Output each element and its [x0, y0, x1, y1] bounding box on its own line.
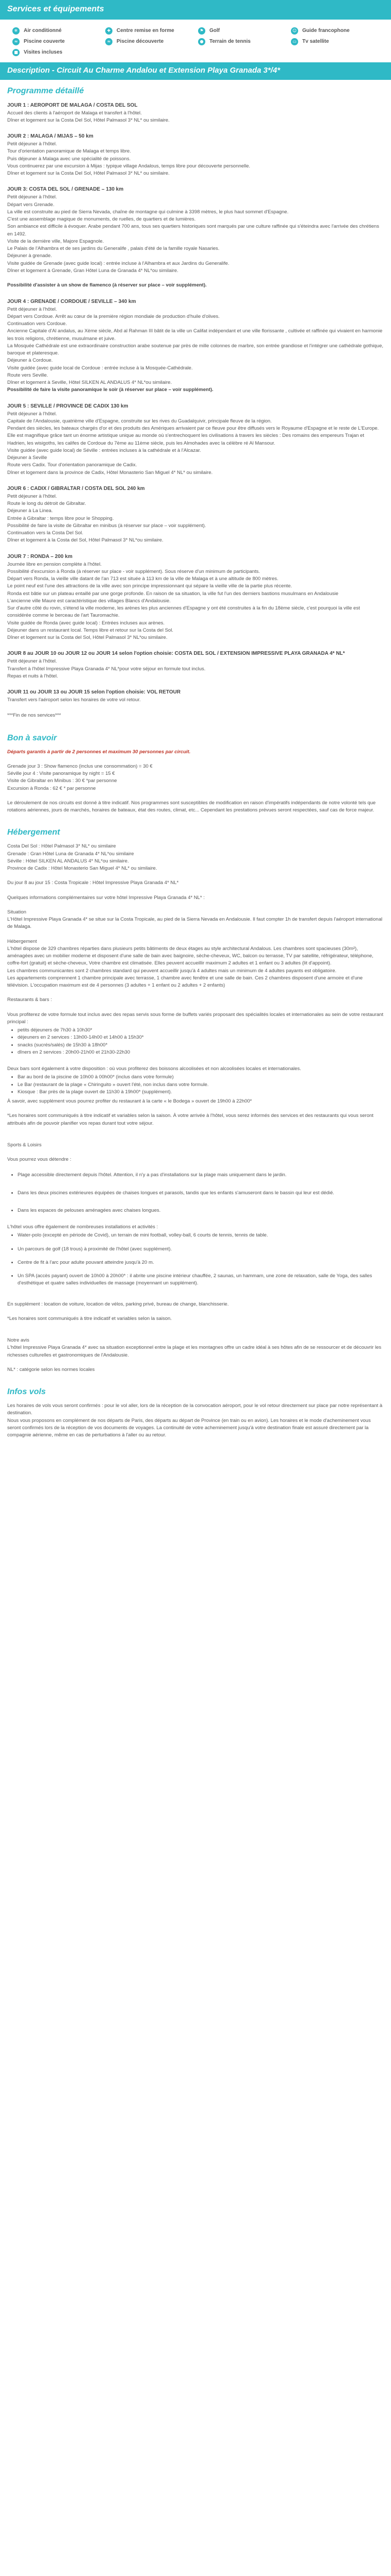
service-label: Guide francophone: [302, 28, 350, 33]
day-line: Tour d'orientation panoramique de Malaga et temps libre.: [7, 148, 131, 155]
service-label: Piscine couverte: [24, 39, 65, 44]
services-title: Services et équipements: [7, 5, 104, 13]
day-line: Petit déjeuner à l'hôtel.: [7, 141, 57, 147]
heb-text: L'hôtel dispose de 329 chambres réparties dans plusieurs petits bâtiments de deux étages au style architectural Andalous. Les chambres sont spacieuses (30m²), aménagées avec un mobilier moderne et disposent d'une salle de bain avec baignoire, sèche-cheveux, WC, balcon ou terrasse, TV par satellite, réfrigérateur, téléphone, coffre-fort (gratuit) et sèche-cheveux, Votre chambre est climatisée. Elles peuvent accueillir maximum 2 adultes et 1 enfant ou 3 adultes (lit d'appoint).: [7, 945, 373, 967]
service-item: [12, 38, 100, 45]
activite-item: • Centre de fit à l'arc pour adulte pouvant atteindre jusqu'à 20 m.: [18, 1259, 384, 1266]
resto-item: • déjeuners en 2 services : 13h00-14h00 et 14h00 à 15h30*: [18, 1034, 384, 1041]
activite-item: • Un parcours de golf (18 trous) à proximité de l'hôtel (avec supplément).: [18, 1246, 384, 1253]
day-line: Déjeuner à grenade.: [7, 253, 52, 259]
service-label: Tv satellite: [302, 39, 329, 44]
day-line: Visite guidée de Ronda (avec guide local) : Entrées incluses aux arènes.: [7, 620, 165, 626]
situation-title: Situation: [7, 909, 26, 915]
day-line: Son ambiance est difficile à évoquer. Arabe pendant 700 ans, tous ses quartiers historiques sont marqués par une culture raffinée qui s'éteindra avec l'arrivée des chrétiens en 1492.: [7, 224, 379, 237]
activites-intro: L'hôtel vous offre également de nombreuses installations et activités :: [7, 1224, 158, 1230]
day-title: JOUR 8 au JOUR 10 ou JOUR 12 ou JOUR 14 selon l'option choisie: COSTA DEL SOL / EXTENSION IMPRESSIVE PLAYA GRANADA 4* NL*: [7, 651, 345, 657]
day-line: La Mosquée Cathédrale est une extraordinaire construction arabe soutenue par près de mille colonnes de marbre, son entrée grandiose et l'intégrer une cathédrale gothique, baroque et plateresque.: [7, 343, 384, 356]
heb-text-2: Les chambres communicantes sont 2 chambres standard qui peuvent accueillir jusqu'à 4 adultes mais un minimum de 4 adultes payants est obligatoire.: [7, 968, 337, 974]
activite-item: • Water-polo (excepté en période de Covid), un terrain de mini football, volley-ball, 6 courts de tennis, tennis de table.: [18, 1232, 384, 1239]
person-icon: ☺: [291, 27, 298, 35]
day-line: Sur d'autre côté du rovin, s'étend la ville moderne, les arènes les plus anciennes d'Espagne y ont été construites à la fin du 18ème siècle, c'est pourquoi la ville est considérée comme le berceau de l'art Tauromachie.: [7, 605, 360, 619]
day-line: C'est une assemblage magique de monuments, de ruelles, de quartiers et de lumières.: [7, 216, 196, 222]
day-line: Déjeuner à La Linea.: [7, 508, 53, 514]
day-line: Transfert vers l'aéroport selon les horaires de votre vol retour.: [7, 697, 141, 703]
infos-vols-title: Infos vols: [7, 1387, 46, 1396]
day-title: JOUR 4 : GRENADE / CORDOUE / SEVILLE – 340 km: [7, 298, 136, 304]
bon-savoir-note: Le déroulement de nos circuits est donné à titre indicatif. Nos programmes sont susceptibles de modification en raison d'impératifs indépendants de notre volonté tels que rotations aériennes, jours de marchés, horaires de bateaux, état des routes, climat, etc... Cependant les prestations prévues seront respectées, sauf cas de force majeur.: [7, 800, 376, 813]
sports-intro: Vous pourrez vous détendre :: [7, 1157, 72, 1162]
pool-icon: ≈: [105, 38, 112, 45]
horaires-note: *Les horaires sont communiqués à titre indicatif et variables selon la saison. À votre arrivée à l'hôtel, vous serez informés des services et des restaurants qui vous seront attribués afin de pouvoir planifier vos repas durant tout votre séjour.: [7, 1113, 373, 1126]
resto-text: Vous profiterez de votre formule tout inclus avec des repas servis sous forme de buffets variés proposant des spécialités locales et internationales au sein de votre restaurant principal :: [7, 1011, 384, 1025]
programme-footnote: ***Fin de nos services***: [7, 713, 61, 719]
programme-day: [7, 132, 384, 177]
day-line: Dîner et logement dans la province de Cadix, Hôtel Monasterio San Miguel 4* NL* ou similaire.: [7, 469, 213, 476]
day-title: JOUR 6 : CADIX / GIBRALTAR / COSTA DEL SOL 240 km: [7, 485, 145, 492]
dumbbell-icon: ✚: [105, 27, 112, 35]
day-line: Possibilité d'excursion à Ronda (à réserver sur place - voir supplément). Sous réserve d'un minimum de participants.: [7, 568, 260, 574]
hotel-line: Séville : Hôtel SILKEN AL ANDALUS 4* NL*ou similaire.: [7, 858, 129, 864]
day-line: Route vers Cadix. Tour d'orientation panoramique de Cadix.: [7, 462, 137, 468]
day-line: Dîner et logement sur la Costa Del Sol, Hôtel Palmasol 3* NL* ou similaire.: [7, 171, 170, 176]
service-label: Terrain de tennis: [209, 39, 251, 44]
day-title: JOUR 11 ou JOUR 13 ou JOUR 15 selon l'option choisie: VOL RETOUR: [7, 689, 181, 695]
heb-subtitle: Hébergement: [7, 938, 37, 944]
sports-plage: • Plage accessible directement depuis l'hôtel. Attention, il n'y a pas d'installations sur la plage mais uniquement dans le jardin.: [18, 1172, 384, 1179]
situation-text: L'Hôtel Impressive Playa Granada 4* se situe sur la Costa Tropicale, au pied de la Sierra Nevada en Andalousie. Il faut compter 1h de transfert depuis l'aéroport international de Malaga.: [7, 917, 383, 930]
heb-text-3: Les appartements comprennent 1 chambre principale avec terrasse, 1 chambre avec fenêtre et une salle de bain. Ces 2 chambres disposent d'une armoire et d'une télévision. L'occupation maximum est de 4 personnes (3 adultes + 1 enfant ou 2 adultes + 2 enfants): [7, 975, 363, 988]
activite-item: • Un SPA (accès payant) ouvert de 10h00 à 20h00* : il abrite une piscine intérieur chauffée, 2 saunas, un hammam, une zone de relaxation, salle de Yoga, des salles d'esthétique et quatre salles individuelles de massage (moyennant un supplément).: [18, 1273, 384, 1287]
service-item: [12, 48, 100, 56]
service-item: [198, 27, 286, 35]
day-line: Dîner et logement à Grenade, Gran Hôtel Luna de Granada 4* NL*ou similaire.: [7, 267, 178, 274]
bar-item: • Kiosque : Bar près de la plage ouvert de 11h30 à 19h00* (supplément).: [18, 1089, 384, 1096]
supplement-line: Visite de Gibraltar en Minibus : 30 € *par personne: [7, 778, 117, 784]
nl-note: NL* : catégorie selon les normes locales: [7, 1366, 95, 1372]
service-label: Golf: [209, 28, 220, 33]
service-item: [291, 27, 379, 35]
sports-espaces: • Dans les espaces de pelouses aménagées avec chaises longues.: [18, 1207, 384, 1214]
day-line: Petit déjeuner à l'hôtel.: [7, 658, 57, 665]
day-title: JOUR 3: COSTA DEL SOL / GRENADE – 130 km: [7, 187, 124, 193]
resto-title: Restaurants & bars :: [7, 997, 52, 1003]
sejour-line: Du jour 8 au jour 15 : Costa Tropicale : Hôtel Impressive Playa Granada 4* NL*: [7, 880, 179, 886]
day-line: Le point neuf est l'une des attractions de la ville avec son principe impressionnant qui sépare la vieille ville de la partie plus récente.: [7, 583, 292, 589]
resto-item: • dîners en 2 services : 20h00-21h00 et 21h30-22h30: [18, 1049, 384, 1056]
day-line: Déjeuner à Cordoue.: [7, 358, 53, 364]
bars-text: Deux bars sont également à votre disposition : où vous profiterez des boissons alcoolisées et non alcoolisées locales et internationales.: [7, 1066, 301, 1072]
resto-item: • snacks (sucrés/salés) de 15h30 à 18h00*: [18, 1042, 384, 1049]
avis-title: Notre avis: [7, 1337, 29, 1343]
bars-list: [18, 1074, 384, 1096]
day-title: JOUR 1 : AEROPORT DE MALAGA / COSTA DEL SOL: [7, 102, 138, 108]
programme-day: [7, 185, 384, 289]
day-line: Possibilité d'assister à un show de flamenco (à réserver sur place – voir supplément).: [7, 282, 207, 289]
day-line: Vous continuerez par une excursion à Mijas : typique village Andalous, temps libre pour découverte personnelle.: [7, 163, 251, 169]
service-label: Piscine découverte: [117, 39, 164, 44]
day-line: Ronda est bâtie sur un plateau entaillé par une gorge profonde. En raison de sa situation, la ville fut l'un des derniers bastions musulmans en Andalousie: [7, 590, 338, 597]
day-line: La ville est construite au pied de Sierra Nevada, chaîne de montagne qui culmine à 3398 mètres, le plus haut sommet d'Espagne.: [7, 209, 289, 215]
programme-title: Programme détaillé: [7, 86, 84, 95]
programme-days: [7, 101, 384, 704]
day-line: Déjeuner à Seville: [7, 455, 47, 461]
day-line: Entrée à Gibraltar : temps libre pour le Shopping.: [7, 515, 114, 521]
day-line: Départ vers Ronda, la vieille ville datant de l'an 713 est située à 113 km de la ville de Malaga et à une altitude de 800 mètres.: [7, 576, 279, 582]
day-line: Dîner et logement à Seville, Hôtel SILKEN AL ANDALUS 4* NL*ou similaire.: [7, 380, 172, 385]
services-grid: [0, 20, 391, 62]
day-line: Visite guidée (avec guide local) de Séville : entrées incluses à la cathédrale et à l'Alcazar.: [7, 447, 201, 453]
resto-item: • petits déjeuners de 7h30 à 10h30*: [18, 1027, 384, 1034]
hotel-list: [7, 843, 384, 872]
programme-day: [7, 553, 384, 642]
day-line: [7, 275, 384, 282]
day-line: Possibilité de faire la visite de Gibraltar en minibus (à réserver sur place – voir supplément).: [7, 522, 206, 529]
sports-horaires: *Les horaires sont communiqués à titre indicatif et variables selon la saison.: [7, 1315, 172, 1321]
programme-day: [7, 402, 384, 477]
hotel-line: Province de Cadix : Hôtel Monasterio San Miguel 4* NL* ou similaire.: [7, 866, 157, 871]
bus-icon: ■: [12, 49, 20, 56]
day-line: Route le long du détroit de Gibraltar.: [7, 501, 86, 506]
programme-day: [7, 650, 384, 680]
day-line: Dîner et logement à la Costa del Sol, Hôtel Palmasol 3* NL*ou similaire.: [7, 537, 164, 544]
bon-savoir-title: Bon à savoir: [7, 733, 57, 742]
day-line: Route vers Seville.: [7, 372, 48, 378]
day-line: Petit déjeuner à l'hôtel.: [7, 306, 57, 312]
day-line: Continuation vers Cordoue.: [7, 321, 67, 327]
tv-icon: ▭: [291, 38, 298, 45]
day-line: Départ vers Grenade.: [7, 201, 55, 208]
day-line: Visite de la dernière ville, Majore Espagnole.: [7, 238, 104, 244]
service-item: [12, 27, 100, 35]
day-line: Dîner et logement sur la Costa Del Sol, Hôtel Palmasol 3* NL* ou similaire.: [7, 117, 170, 123]
day-line: Accueil des clients à l'aéroport de Malaga et transfert à l'hôtel.: [7, 110, 142, 116]
day-line: Elle est magnifique grâce tant un énorme artistique unique au monde où s'entrechoquent les civilisations à travers les siècles : Des romains des empereurs Trajan et Hadrien, les wisigoths, les califes de Cordoue du 7ème au 11ème siècle, puis les Almohades avec la célèbre ré Al Mansour.: [7, 433, 364, 446]
day-line: Pendant des siècles, les bateaux chargés d'or et des produits des Amériques arrivaient par ce fleuve pour être diffusés vers le Royaume d'Espagne et le reste de L'Europe.: [7, 426, 379, 431]
departs-garantis: Départs garantis à partir de 2 personnes et maximum 30 personnes par circuit.: [7, 749, 191, 755]
day-line: Capitale de l'Andalousie, quatrième ville d'Espagne, construite sur les rives du Guadalquivir, principale fleuve de la région.: [7, 418, 272, 424]
service-item: [105, 27, 193, 35]
programme-day: [7, 688, 384, 704]
snowflake-icon: ❄: [12, 27, 20, 35]
sports-piscines: • Dans les deux piscines extérieures équipées de chaises longues et parasols, tandis que les enfants s'amuseront dans le bassin qui leur est dédié.: [18, 1190, 384, 1197]
infos-vols-p2: Nous vous proposons en complément de nos départs de Paris, des départs au départ de Province (en train ou en avion). Les horaires et le mode d'acheminement vous seront confirmés lors de la réception de vos documents de voyages. La continuité de votre acheminement jusqu'à votre destination finale est assuré directement par la compagnie aérienne, même en cas de perturbations à l'aller ou au retour.: [7, 1417, 371, 1438]
day-title: JOUR 7 : RONDA – 200 km: [7, 553, 73, 560]
day-title: JOUR 2 : MALAGA / MIJAS – 50 km: [7, 133, 93, 139]
bar-item: • Bar au bord de la piscine de 10h00 à 00h00* (inclus dans votre formule): [18, 1074, 384, 1081]
day-line: Visite guidée (avec guide local de Cordoue : entrée incluse à la Mosquée-Cathédrale.: [7, 365, 193, 371]
service-label: Centre remise en forme: [117, 28, 174, 33]
service-item: [105, 38, 193, 45]
info-line: Quelques informations complémentaires sur votre hôtel Impressive Playa Granada 4* NL* :: [7, 894, 205, 901]
description-title: Description - Circuit Au Charme Andalou et Extension Playa Granada 3*/4*: [7, 66, 281, 75]
supplement-line: Excursion à Ronda : 62 € * par personne: [7, 785, 96, 791]
day-line: Possibilité de faire la visite panoramique le soir (à réserver sur place – voir supplément).: [7, 387, 214, 393]
supplement-line: Grenade jour 3 : Show flamenco (inclus une consommation) = 30 €: [7, 763, 153, 769]
service-item: [291, 38, 379, 45]
programme-day: [7, 298, 384, 394]
hebergement-title: Hébergement: [7, 828, 60, 837]
infos-vols-p1: Les horaires de vols vous seront confirmés : pour le vol aller, lors de la réception de la convocation aéroport, pour le vol retour directement sur place par notre représentant à destination.: [7, 1403, 383, 1416]
description-header: [0, 62, 391, 80]
service-label: Air conditionné: [24, 28, 62, 33]
day-title: JOUR 5 : SEVILLE / PROVINCE DE CADIX 130 km: [7, 403, 128, 409]
day-line: Visite guidée de Grenade (avec guide local) : entrée incluse à l'Alhambra et aux Jardins du Generalife.: [7, 260, 230, 266]
day-line: Petit déjeuner à l'hôtel.: [7, 194, 57, 200]
day-line: Petit déjeuner à l'hôtel.: [7, 411, 57, 417]
golf-icon: ⚑: [198, 27, 205, 35]
day-line: Dîner et logement sur la Costa del Sol, Hôtel Palmasol 3* NL*ou similaire.: [7, 635, 168, 640]
day-line: Transfert à l'hôtel Impressive Playa Granada 4* NL*pour votre séjour en formule tout inclus.: [7, 666, 206, 672]
day-line: Continuation vers la Costa Del Sol.: [7, 530, 84, 536]
resto-note: À savoir, avec supplément vous pourrez profiter du restaurant à la carte « le Bodega » ouvert de 19h00 à 22h00*: [7, 1098, 252, 1104]
bar-item: • Le Bar (restaurant de la plage « Chiringuito » ouvert l'été, non inclus dans votre formule.: [18, 1081, 384, 1089]
programme-day: [7, 101, 384, 125]
hotel-line: Grenade : Gran Hôtel Luna de Granada 4* NL*ou similaire: [7, 851, 134, 857]
resto-list: [18, 1027, 384, 1056]
day-line: Repas et nuits à l'hôtel.: [7, 673, 58, 679]
day-line: Puis déjeuner à Malaga avec une spécialité de poissons.: [7, 156, 131, 162]
day-line: Journée libre en pension complète à l'hôtel.: [7, 561, 102, 567]
hotel-line: Costa Del Sol : Hôtel Palmasol 3* NL* ou similaire: [7, 843, 116, 850]
pool-icon: ≈: [12, 38, 20, 45]
sports-supplement: En supplément : location de voiture, location de vélos, parking privé, bureau de change, blanchisserie.: [7, 1301, 229, 1307]
service-label: Visites incluses: [24, 49, 62, 55]
service-item: [198, 38, 286, 45]
supplement-line: Séville jour 4 : Visite panoramique by night = 15 €: [7, 771, 115, 776]
services-header: [0, 0, 391, 20]
avis-text: L'hôtel Impressive Playa Granada 4* avec sa situation exceptionnel entre la plage et les montagnes offre un cadre idéal à ses hôtes afin de se ressourcer et de découvrir les richesses culturelles et gastronomiques de l'Andalousie.: [7, 1345, 382, 1358]
day-line: Départ vers Cordoue. Arrêt au cœur de la première région mondiale de production d'huile d'olives.: [7, 313, 220, 319]
day-line: L'ancienne ville Maure est caractéristique des villages Blancs d'Andalousie.: [7, 598, 171, 604]
day-line: Petit déjeuner à l'hôtel.: [7, 493, 57, 499]
day-line: Ancienne Capitale d'Al andalus, au Xème siècle, Abd al Rahman III bâtit de la ville un Califat indépendant et une ville florissante , cultivée et raffinée qui vivaient en harmonie les trois religions, chrétienne, musulmane et juive.: [7, 328, 383, 342]
day-line: Déjeuner dans un restaurant local. Temps libre et retour sur la Costa del Sol.: [7, 627, 173, 633]
programme-day: [7, 485, 384, 545]
main-content: [0, 85, 391, 1439]
bon-savoir-lines: [7, 763, 384, 792]
tennis-icon: ●: [198, 38, 205, 45]
activites-list: [7, 1232, 384, 1287]
day-line: Le Palais de l'Alhambra et de ses jardins du Generalife , palais d'été de la famille royale Nasaries.: [7, 246, 220, 251]
sports-title: Sports & Loisirs: [7, 1142, 42, 1148]
